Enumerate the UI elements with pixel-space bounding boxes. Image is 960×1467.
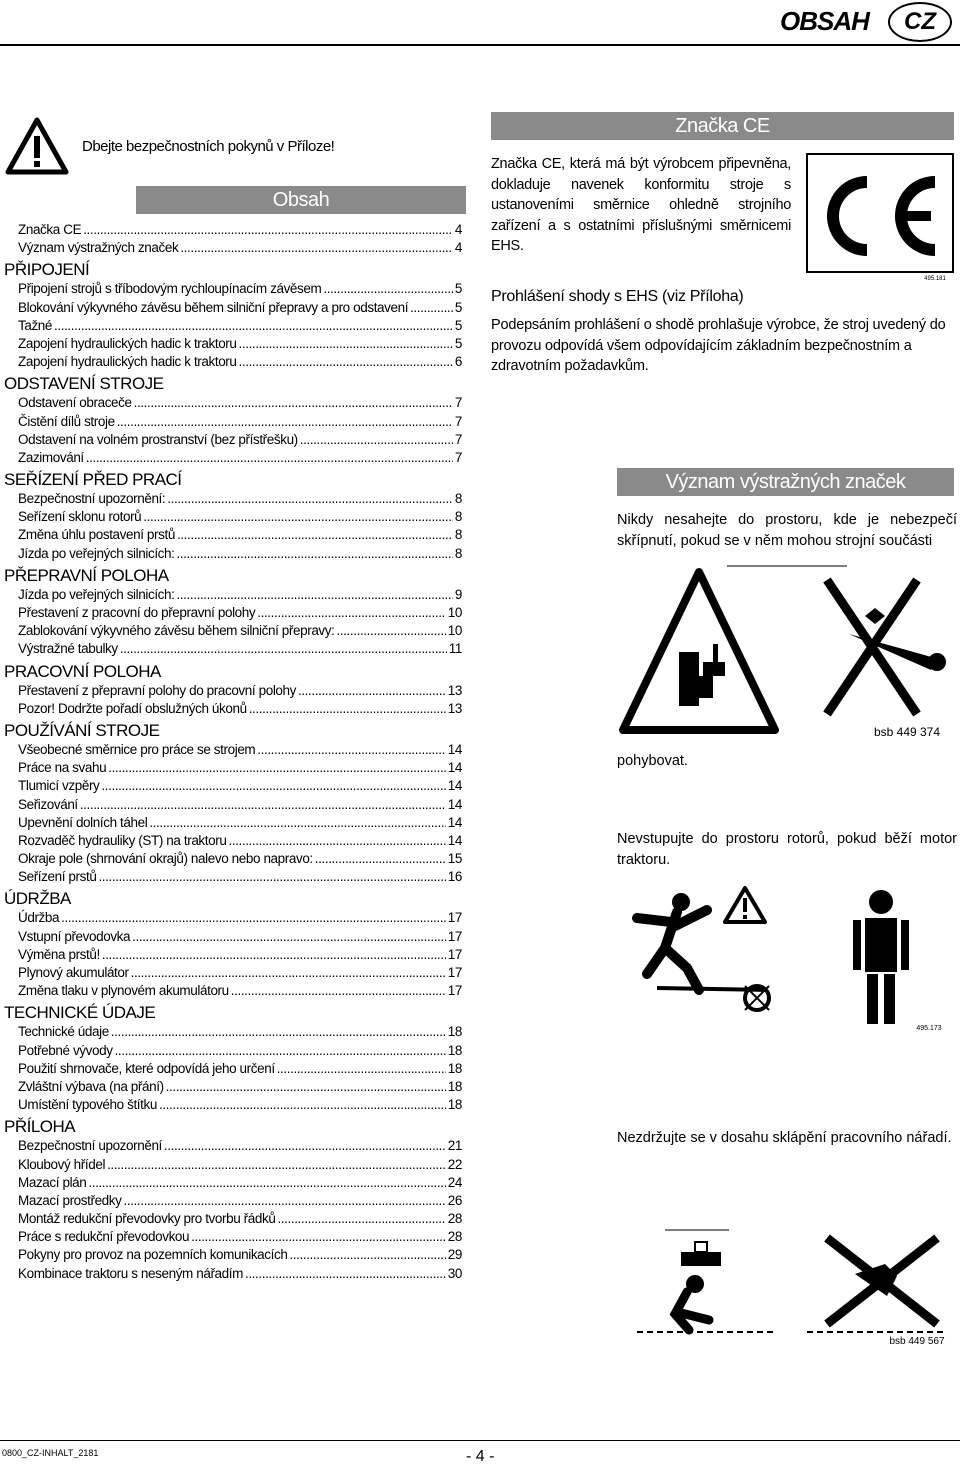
toc-entry-page: 7 <box>454 413 462 429</box>
toc-dot-leader <box>102 947 446 962</box>
rotor-area-warning: Nevstupujte do prostoru rotorů, pokud běží motor traktoru. <box>617 831 957 868</box>
toc-entry-page: 24 <box>447 1174 462 1190</box>
toc-entry-page: 5 <box>454 299 462 315</box>
toc-entry-title: Výměna prstů! <box>18 946 100 962</box>
ce-logo-code: 495.181 <box>924 276 946 282</box>
toc-entry-title: Zvláštní výbava (na přání) <box>18 1078 164 1094</box>
toc-entry <box>4 527 462 545</box>
warning-signs-text-end: pohybovat. <box>617 753 688 769</box>
toc-entry-title: Mazací plán <box>18 1174 87 1190</box>
toc-entry-page: 18 <box>447 1024 462 1040</box>
toc-entry-page: 17 <box>447 983 462 999</box>
toc-entry-title: Všeobecné směrnice pro práce se strojem <box>18 741 256 757</box>
toc-entry-page: 22 <box>447 1156 462 1172</box>
toc-section-heading: ODSTAVENÍ STROJE <box>4 374 164 394</box>
toc-dot-leader <box>149 815 445 830</box>
toc-entry-page: 11 <box>448 641 462 657</box>
pictogram-code-1: bsb 449 374 <box>873 725 941 739</box>
toc-entry-page: 10 <box>447 623 462 639</box>
toc-dot-leader <box>249 701 446 716</box>
toc-entry <box>4 683 462 701</box>
toc-entry <box>4 983 462 1001</box>
toc-entry-page: 18 <box>447 1060 462 1076</box>
toc-entry-title: Změna tlaku v plynovém akumulátoru <box>18 983 229 999</box>
toc-entry <box>4 797 462 815</box>
toc-entry <box>4 833 462 851</box>
toc-entry-title: Okraje pole (shrnování okrajů) nalevo nebo napravo: <box>18 851 313 867</box>
toc-entry <box>4 587 462 605</box>
toc-entry <box>4 1079 462 1097</box>
toc-entry-page: 13 <box>447 682 462 698</box>
toc-dot-leader <box>86 450 453 465</box>
toc-entry-title: Umístění typového štítku <box>18 1097 157 1113</box>
toc-entry-page: 4 <box>454 240 462 256</box>
toc-entry-title: Vstupní převodovka <box>18 928 131 944</box>
toc-entry <box>4 1024 462 1042</box>
toc-entry <box>4 1175 462 1193</box>
toc-section-heading: PŘÍLOHA <box>4 1117 76 1137</box>
toc-entry <box>4 641 462 659</box>
toc-entry <box>4 929 462 947</box>
toc-dot-leader <box>132 929 446 944</box>
toc-dot-leader <box>80 797 446 812</box>
toc-entry <box>4 623 462 641</box>
toc-dot-leader <box>108 760 446 775</box>
toc-section-heading: PŘIPOJENÍ <box>4 260 90 280</box>
toc-dot-leader <box>115 1043 446 1058</box>
toc-dot-leader <box>167 491 453 506</box>
toc-dot-leader <box>180 240 453 255</box>
toc-entry-page: 8 <box>454 509 462 525</box>
ehs-declaration-text: Podepsáním prohlášení o shodě prohlašuje výrobce, že stroj uvedený do provozu odpovídá všem odpovídajícím základním bezpečnostním a zdravotním požadavkům. <box>491 317 946 374</box>
toc-entry-title: Kombinace traktoru s neseným nářadím <box>18 1265 243 1281</box>
toc-dot-leader <box>98 869 445 884</box>
toc-entry-title: Kloubový hřídel <box>18 1156 106 1172</box>
toc-dot-leader <box>191 1229 446 1244</box>
toc-entry <box>4 1266 462 1284</box>
toc-entry-title: Blokování výkyvného závěsu během silniční přepravy a pro odstavení <box>18 299 409 315</box>
toc-entry <box>4 947 462 965</box>
toc-dot-leader <box>164 1138 446 1153</box>
toc-dot-leader <box>61 910 446 925</box>
toc-entry-title: Použití shrnovače, které odpovídá jeho určení <box>18 1060 275 1076</box>
toc-entry <box>4 910 462 928</box>
toc-entry-title: Seřízení sklonu rotorů <box>18 509 142 525</box>
toc-entry <box>4 1193 462 1211</box>
toc-entry-page: 28 <box>447 1211 462 1227</box>
toc-entry <box>4 354 462 372</box>
toc-entry-title: Bezpečnostní upozornění: <box>18 491 166 507</box>
toc-entry-page: 7 <box>454 431 462 447</box>
toc-dot-leader <box>336 623 445 638</box>
toc-entry <box>4 742 462 760</box>
toc-entry-title: Výstražné tabulky <box>18 641 118 657</box>
toc-entry <box>4 222 462 240</box>
footer-divider <box>0 1440 960 1441</box>
toc-dot-leader <box>289 1247 445 1262</box>
toc-dot-leader <box>159 1097 446 1112</box>
toc-entry-page: 13 <box>447 700 462 716</box>
toc-dot-leader <box>410 300 453 315</box>
toc-dot-leader <box>83 222 453 237</box>
toc-entry-title: Jízda po veřejných silnicích: <box>18 545 175 561</box>
ce-mark-icon <box>805 152 955 282</box>
toc-entry-page: 30 <box>447 1265 462 1281</box>
toc-entry-title: Rozvaděč hydrauliky (ST) na traktoru <box>18 832 227 848</box>
toc-entry-page: 18 <box>447 1078 462 1094</box>
toc-section-heading: POUŽÍVÁNÍ STROJE <box>4 720 160 740</box>
toc-entry <box>4 546 462 564</box>
toc-entry <box>4 1138 462 1156</box>
toc-entry-title: Zapojení hydraulických hadic k traktoru <box>18 354 237 370</box>
toc-entry <box>4 1097 462 1115</box>
table-of-contents <box>4 222 462 1284</box>
toc-entry-title: Upevnění dolních táhel <box>18 814 148 830</box>
toc-dot-leader <box>176 546 452 561</box>
page-number: - 4 - <box>466 1448 495 1465</box>
toc-entry <box>4 318 462 336</box>
toc-entry <box>4 1043 462 1061</box>
toc-entry <box>4 815 462 833</box>
toc-dot-leader <box>277 1211 445 1226</box>
toc-entry-page: 14 <box>447 741 462 757</box>
toc-dot-leader <box>143 509 453 524</box>
toc-entry-title: Seřízení prstů <box>18 869 97 885</box>
toc-dot-leader <box>124 1193 446 1208</box>
toc-entry-title: Připojení strojů s tříbodovým rychloupínacím závěsem <box>18 281 322 297</box>
toc-dot-leader <box>277 1061 446 1076</box>
toc-entry-title: Plynový akumulátor <box>18 965 129 980</box>
toc-entry-title: Pozor! Dodržte pořadí obslužných úkonů <box>18 700 247 716</box>
toc-dot-leader <box>323 281 453 296</box>
header-divider <box>0 44 960 46</box>
toc-entry-page: 10 <box>447 605 462 620</box>
toc-dot-leader <box>166 1079 446 1094</box>
toc-entry-page: 18 <box>447 1042 462 1058</box>
toc-entry-page: 14 <box>447 814 462 830</box>
toc-entry-page: 5 <box>454 317 462 333</box>
toc-entry-title: Pokyny pro provoz na pozemních komunikacích <box>18 1247 288 1263</box>
toc-entry-title: Zablokování výkyvného závěsu během silniční přepravy: <box>18 623 335 639</box>
toc-dot-leader <box>245 1266 446 1281</box>
toc-entry <box>4 491 462 509</box>
toc-entry-page: 6 <box>454 354 462 370</box>
toc-entry <box>4 240 462 258</box>
toc-entry <box>4 778 462 796</box>
toc-entry-page: 14 <box>447 778 462 794</box>
toc-entry-page: 17 <box>447 928 462 944</box>
toc-entry-page: 17 <box>447 910 462 926</box>
toc-entry-title: Tlumicí vzpěry <box>18 778 100 794</box>
toc-entry-title: Práce na svahu <box>18 760 107 776</box>
rotor-hazard-pictogram <box>617 878 957 1038</box>
toc-dot-leader <box>239 354 453 369</box>
toc-entry-title: Přestavení z pracovní do přepravní polohy <box>18 605 256 620</box>
warning-triangle-icon <box>4 116 70 176</box>
crush-hazard-pictogram <box>617 564 957 744</box>
toc-dot-leader <box>134 395 453 410</box>
toc-entry <box>4 1061 462 1079</box>
toc-entry-title: Značka CE <box>18 222 82 237</box>
toc-entry <box>4 965 462 983</box>
toc-entry <box>4 701 462 719</box>
toc-dot-leader <box>176 587 452 602</box>
toc-section-heading: PŘEPRAVNÍ POLOHA <box>4 565 169 585</box>
toc-dot-leader <box>298 683 446 698</box>
toc-dot-leader <box>88 1175 445 1190</box>
warning-signs-text: Nikdy nesahejte do prostoru, kde je nebezpečí skřípnutí, pokud se v něm mohou strojní součásti <box>617 512 957 549</box>
toc-entry-page: 29 <box>447 1247 462 1263</box>
toc-entry <box>4 869 462 887</box>
toc-entry <box>4 414 462 432</box>
toc-entry <box>4 605 462 623</box>
toc-section-heading: SEŘÍZENÍ PŘED PRACÍ <box>4 470 182 490</box>
safety-note: Dbejte bezpečnostních pokynů v Příloze! <box>82 138 335 155</box>
toc-entry-page: 7 <box>454 449 462 465</box>
toc-entry-page: 18 <box>447 1097 462 1113</box>
tilting-tool-warning: Nezdržujte se v dosahu sklápění pracovního nářadí. <box>617 1130 952 1146</box>
toc-entry <box>4 509 462 527</box>
toc-dot-leader <box>231 983 446 998</box>
toc-dot-leader <box>107 1157 446 1172</box>
tilting-hazard-pictogram <box>617 1228 957 1348</box>
toc-entry-page: 16 <box>447 869 462 885</box>
pictogram-code-3: bsb 449 567 <box>889 1336 945 1347</box>
toc-entry-page: 7 <box>454 395 462 411</box>
toc-entry-page: 26 <box>447 1192 462 1208</box>
toc-entry-page: 14 <box>447 796 462 812</box>
toc-entry-title: Bezpečnostní upozornění <box>18 1138 162 1154</box>
toc-entry-title: Seřizování <box>18 796 78 812</box>
toc-dot-leader <box>101 778 445 793</box>
contents-title: Obsah <box>136 186 466 214</box>
toc-entry <box>4 1211 462 1229</box>
toc-dot-leader <box>111 1024 446 1039</box>
document-code: 0800_CZ-INHALT_2181 <box>2 1448 99 1458</box>
toc-dot-leader <box>117 414 453 429</box>
toc-entry-page: 4 <box>454 222 462 237</box>
toc-entry <box>4 851 462 869</box>
toc-dot-leader <box>54 318 453 333</box>
toc-entry-title: Potřebné vývody <box>18 1042 113 1058</box>
ehs-declaration-title: Prohlášení shody s EHS (viz Příloha) <box>491 288 744 305</box>
toc-entry-title: Mazací prostředky <box>18 1192 122 1208</box>
ce-description: Značka CE, která má být výrobcem připevněna, dokladuje navenek konformitu stroje s ustanoveními směrnice ohledně strojního zařízení a s ostatními příslušnými směrnicemi EHS. <box>491 156 791 254</box>
toc-entry-page: 17 <box>447 946 462 962</box>
toc-entry-title: Jízda po veřejných silnicích: <box>18 586 175 602</box>
toc-section-heading: ÚDRŽBA <box>4 889 71 909</box>
toc-dot-leader <box>300 432 453 447</box>
toc-dot-leader <box>177 527 453 542</box>
toc-entry-page: 8 <box>454 491 462 507</box>
toc-dot-leader <box>239 336 453 351</box>
toc-entry-title: Zapojení hydraulických hadic k traktoru <box>18 335 237 351</box>
toc-entry <box>4 1157 462 1175</box>
toc-entry-title: Čistění dílů stroje <box>18 413 115 429</box>
toc-entry-page: 5 <box>454 281 462 297</box>
toc-entry-title: Význam výstražných značek <box>18 240 179 256</box>
toc-entry-title: Montáž redukční převodovky pro tvorbu řádků <box>18 1211 276 1227</box>
pictogram-code-2: 495.173 <box>916 1025 942 1032</box>
ce-section-title: Značka CE <box>491 112 954 140</box>
toc-entry <box>4 450 462 468</box>
toc-entry <box>4 432 462 450</box>
toc-entry-page: 17 <box>447 965 462 980</box>
toc-entry-page: 8 <box>454 527 462 543</box>
toc-entry-title: Odstavení obraceče <box>18 395 132 411</box>
language-badge: CZ <box>888 2 952 42</box>
toc-entry <box>4 395 462 413</box>
toc-section-heading: PRACOVNÍ POLOHA <box>4 661 161 681</box>
toc-entry-page: 14 <box>447 760 462 776</box>
toc-entry <box>4 300 462 318</box>
toc-entry-page: 8 <box>454 545 462 561</box>
toc-entry-page: 14 <box>447 832 462 848</box>
toc-dot-leader <box>120 641 447 656</box>
toc-entry-title: Technické údaje <box>18 1024 109 1040</box>
toc-dot-leader <box>257 742 446 757</box>
toc-dot-leader <box>257 605 446 620</box>
toc-dot-leader <box>228 833 445 848</box>
toc-entry-page: 5 <box>454 335 462 351</box>
toc-entry-title: Zazimování <box>18 449 84 465</box>
toc-entry <box>4 1247 462 1265</box>
toc-dot-leader <box>131 965 446 980</box>
toc-entry-title: Odstavení na volném prostranství (bez přístřešku) <box>18 431 298 447</box>
toc-section-heading: TECHNICKÉ ÚDAJE <box>4 1003 156 1023</box>
toc-entry <box>4 281 462 299</box>
toc-entry-title: Přestavení z přepravní polohy do pracovní polohy <box>18 682 296 698</box>
page-header-title: OBSAH <box>780 6 869 36</box>
toc-entry-page: 28 <box>447 1229 462 1245</box>
toc-entry <box>4 760 462 778</box>
toc-entry <box>4 336 462 354</box>
toc-entry-page: 15 <box>447 851 462 867</box>
toc-entry-title: Tažné <box>18 317 53 333</box>
toc-dot-leader <box>315 851 446 866</box>
toc-entry-page: 21 <box>447 1138 462 1154</box>
toc-entry-title: Změna úhlu postavení prstů <box>18 527 175 543</box>
toc-entry-page: 9 <box>454 586 462 602</box>
toc-entry-title: Práce s redukční převodovkou <box>18 1229 190 1245</box>
toc-entry <box>4 1229 462 1247</box>
toc-entry-title: Údržba <box>18 910 60 926</box>
warning-signs-title: Význam výstražných značek <box>617 468 954 496</box>
